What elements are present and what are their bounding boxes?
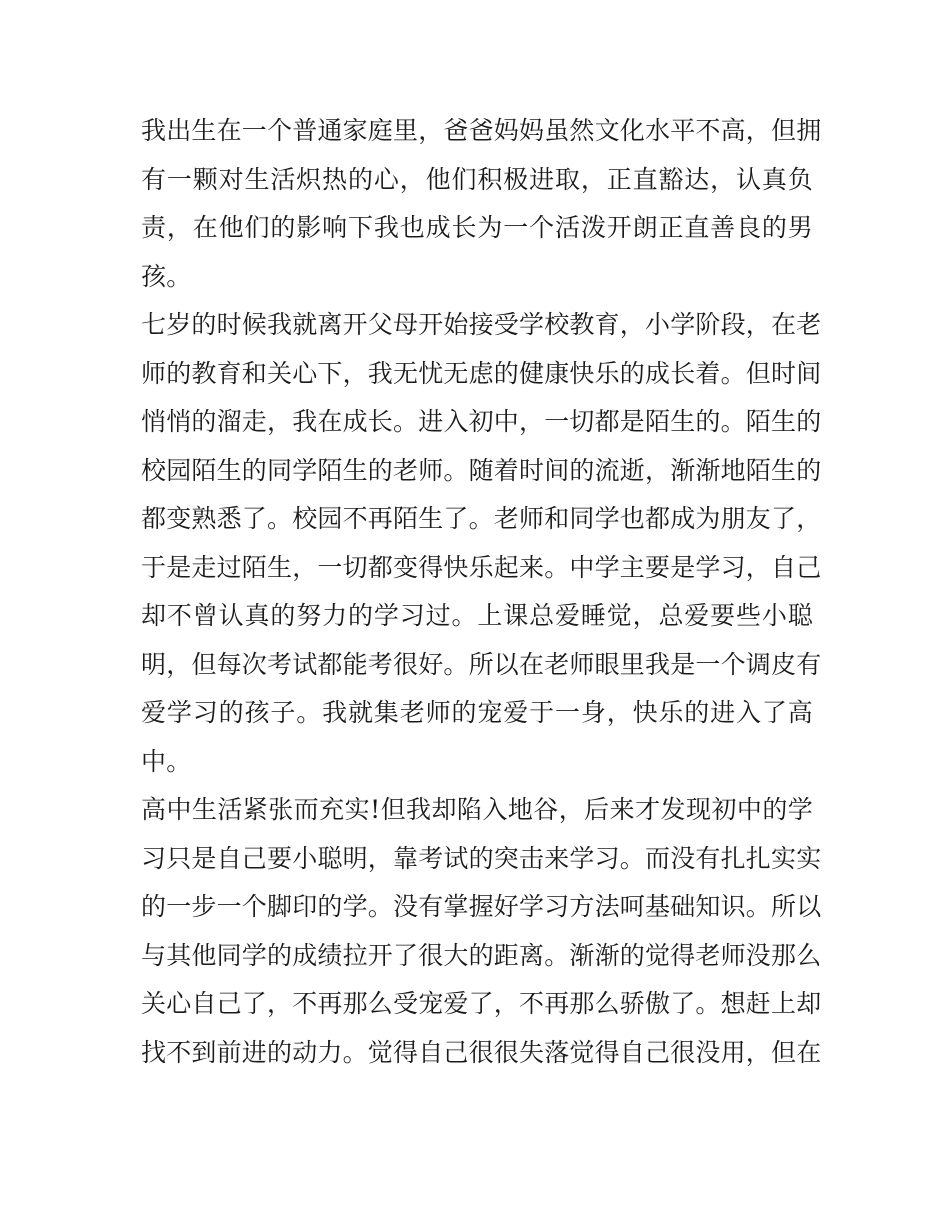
text-line: 与其他同学的成绩拉开了很大的距离。渐渐的觉得老师没那么: [141, 940, 822, 970]
text-line: 爱学习的孩子。我就集老师的宠爱于一身，快乐的进入了高: [141, 698, 813, 727]
text-line: 我出生在一个普通家庭里，爸爸妈妈虽然文化水平不高，但拥: [141, 116, 822, 145]
text-line: 中。: [141, 746, 192, 776]
text-line: 责，在他们的影响下我也成长为一个活泼开朗正直善良的男: [141, 213, 813, 242]
text-line: 都变熟悉了。校园不再陌生了。老师和同学也都成为朋友了，: [141, 504, 822, 533]
text-line: 七岁的时候我就离开父母开始接受学校教育，小学阶段，在老: [141, 310, 822, 339]
text-line: 习只是自己要小聪明，靠考试的突击来学习。而没有扎扎实实: [141, 843, 822, 873]
text-line: 校园陌生的同学陌生的老师。随着时间的流逝，渐渐地陌生的: [141, 455, 822, 485]
text-line: 却不曾认真的努力的学习过。上课总爱睡觉，总爱要些小聪: [141, 601, 813, 630]
text-line: 有一颗对生活炽热的心，他们积极进取，正直豁达，认真负: [141, 164, 813, 194]
text-line: 于是走过陌生，一切都变得快乐起来。中学主要是学习，自己: [141, 552, 822, 582]
text-line: 明，但每次考试都能考很好。所以在老师眼里我是一个调皮有: [141, 649, 822, 679]
text-line: 关心自己了，不再那么受宠爱了，不再那么骄傲了。想赶上却: [141, 989, 822, 1018]
text-line: 师的教育和关心下，我无忧无虑的健康快乐的成长着。但时间: [141, 358, 822, 388]
text-line: 的一步一个脚印的学。没有掌握好学习方法呵基础知识。所以: [141, 892, 822, 921]
text-line: 找不到前进的动力。觉得自己很很失落觉得自己很没用，但在: [141, 1037, 822, 1067]
text-line: 高中生活紧张而充实!但我却陷入地谷，后来才发现初中的学: [141, 795, 813, 824]
text-line: 孩。: [141, 261, 192, 291]
text-line: 悄悄的溜走，我在成长。进入初中，一切都是陌生的。陌生的: [141, 407, 822, 436]
document-body: [141, 107, 822, 1077]
